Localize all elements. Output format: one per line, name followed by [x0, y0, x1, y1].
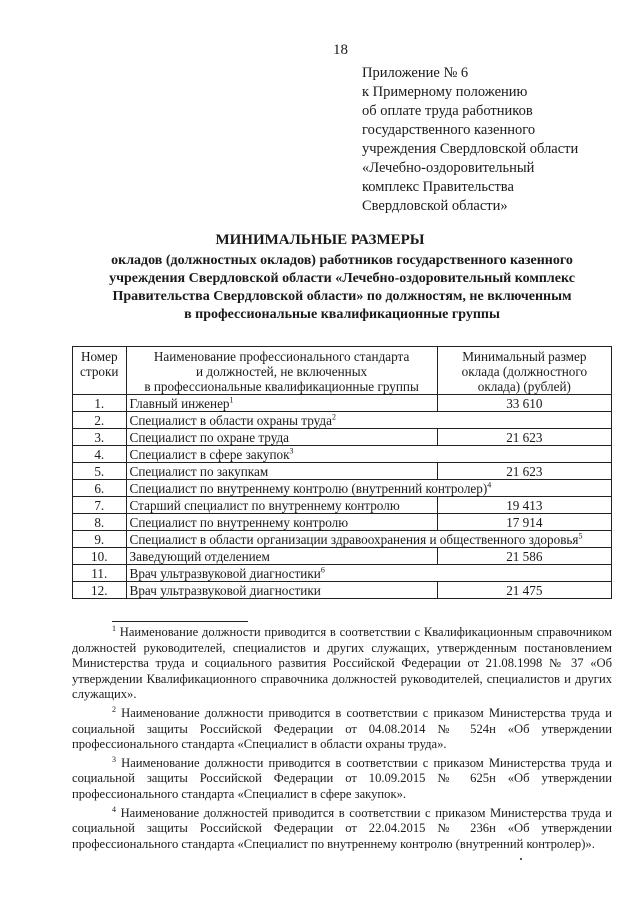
footnote-ref: 1 — [229, 395, 234, 405]
appendix-line: учреждения Свердловской области — [362, 141, 579, 157]
appendix-block — [362, 64, 578, 216]
subtitle-line: в профессиональные квалификационные группы — [184, 307, 500, 322]
table-body — [73, 395, 612, 599]
footnote-text: Наименование должности приводится в соответствии с Квалификационным справочником должностей руководителей, специалистов и других служащих, утвержденным постановлением Министерства труда и социального развития Российской Федерации от 21.08.1998 № 37 «Об утверждении Квалификационного справочника должностей руководителей, специалистов и других служащих». — [72, 625, 612, 702]
position-name: Врач ультразвуковой диагностики — [129, 566, 321, 581]
salary-value: 21 623 — [437, 463, 611, 480]
row-number: 3. — [73, 429, 127, 446]
header-row-number — [73, 347, 127, 395]
table-row — [73, 497, 612, 514]
appendix-line: комплекс Правительства — [362, 179, 514, 195]
row-number: 10. — [73, 548, 127, 565]
position-name: Врач ультразвуковой диагностики — [129, 583, 321, 598]
appendix-line: об оплате труда работников — [362, 103, 533, 119]
position-name-cell — [126, 582, 437, 599]
subtitle-line: учреждения Свердловской области «Лечебно-оздоровительный комплекс — [109, 271, 575, 286]
document-subtitle — [74, 252, 610, 324]
footnote-mark: 1 — [112, 623, 116, 633]
header-line: строки — [80, 364, 119, 379]
position-name: Специалист в сфере закупок — [129, 447, 290, 462]
position-name-cell — [126, 463, 437, 480]
page-number: 18 — [333, 42, 348, 58]
footnote-mark: 4 — [112, 804, 116, 814]
table-row — [73, 582, 612, 599]
row-number: 12. — [73, 582, 127, 599]
row-number: 6. — [73, 480, 127, 497]
salary-value: 19 413 — [437, 497, 611, 514]
salary-value: 17 914 — [437, 514, 611, 531]
footnote-text: Наименование должности приводится в соответствии с приказом Министерства труда и социальной защиты Российской Федерации от 04.08.2014 № 524н «Об утверждении профессионального стандарта «Специалист в области охраны труда». — [72, 705, 612, 752]
subtitle-line: окладов (должностных окладов) работников государственного казенного — [111, 253, 573, 268]
salary-value: 33 610 — [437, 395, 611, 412]
row-number: 11. — [73, 565, 127, 582]
footnotes — [72, 625, 612, 852]
header-line: Номер — [80, 349, 118, 364]
header-line: Минимальный размер — [462, 349, 587, 364]
table-row — [73, 565, 612, 582]
table-row — [73, 412, 612, 429]
subtitle-line: Правительства Свердловской области» по должностям, не включенным — [112, 289, 572, 304]
appendix-line: государственного казенного — [362, 122, 536, 138]
footnote — [72, 706, 612, 753]
table-row — [73, 429, 612, 446]
appendix-line: Приложение № 6 — [362, 65, 469, 81]
position-name: Специалист по внутреннему контролю — [129, 515, 349, 530]
table-row — [73, 514, 612, 531]
salary-value: 21 586 — [437, 548, 611, 565]
row-number: 1. — [73, 395, 127, 412]
salary-value: 21 475 — [437, 582, 611, 599]
row-number: 9. — [73, 531, 127, 548]
position-name-cell — [126, 565, 611, 582]
position-name: Специалист в области организации здравоохранения и общественного здоровья — [129, 532, 579, 547]
footnote-text: Наименование должностей приводится в соответствии с приказом Министерства труда и социальной защиты Российской Федерации от 22.04.2015 № 236н «Об утверждении профессионального стандарта «Специалист по внутреннему контролю (внутренний контролер)». — [72, 805, 613, 851]
position-name-cell — [126, 548, 437, 565]
header-line: оклада (должностного — [461, 364, 588, 379]
footnote-separator — [112, 621, 248, 622]
salary-value: 21 623 — [437, 429, 611, 446]
position-name: Старший специалист по внутреннему контролю — [129, 498, 400, 513]
table-row — [73, 480, 612, 497]
position-name: Специалист в области охраны труда — [129, 413, 332, 428]
document-title: МИНИМАЛЬНЫЕ РАЗМЕРЫ — [215, 232, 425, 248]
footnote — [72, 756, 612, 803]
footnote-ref: 2 — [331, 412, 336, 422]
footnote-ref: 4 — [487, 480, 492, 490]
appendix-line: Свердловской области» — [362, 198, 508, 214]
position-name-cell — [126, 412, 611, 429]
appendix-line: «Лечебно-оздоровительный — [362, 160, 535, 176]
position-name-cell — [126, 446, 611, 463]
position-name: Специалист по внутреннему контролю (внутренний контролер) — [129, 481, 488, 496]
footnote — [72, 806, 612, 853]
row-number: 2. — [73, 412, 127, 429]
footnote-mark: 2 — [112, 704, 116, 714]
footnote-ref: 6 — [320, 565, 325, 575]
table-row — [73, 463, 612, 480]
table-row — [73, 531, 612, 548]
header-min-salary — [437, 347, 611, 395]
footnote — [72, 625, 612, 703]
table-row — [73, 395, 612, 412]
footnote-ref: 5 — [578, 531, 583, 541]
position-name: Заведующий отделением — [129, 549, 270, 564]
position-name: Специалист по охране труда — [129, 430, 290, 445]
footnote-mark: 3 — [112, 754, 116, 764]
position-name: Главный инженер — [129, 396, 230, 411]
salary-table — [72, 346, 612, 599]
position-name-cell — [126, 429, 437, 446]
table-row — [73, 548, 612, 565]
header-line: и должностей, не включенных — [196, 364, 368, 379]
header-line: оклада) (рублей) — [477, 379, 571, 394]
row-number: 8. — [73, 514, 127, 531]
row-number: 7. — [73, 497, 127, 514]
table-row — [73, 446, 612, 463]
scan-speck — [520, 858, 522, 860]
position-name: Специалист по закупкам — [129, 464, 269, 479]
position-name-cell — [126, 531, 611, 548]
position-name-cell — [126, 514, 437, 531]
row-number: 5. — [73, 463, 127, 480]
table-header-row — [73, 347, 612, 395]
header-line: в профессиональные квалификационные группы — [144, 379, 419, 394]
header-position-name — [126, 347, 437, 395]
row-number: 4. — [73, 446, 127, 463]
position-name-cell — [126, 395, 437, 412]
position-name-cell — [126, 480, 611, 497]
footnote-text: Наименование должности приводится в соответствии с приказом Министерства труда и социальной защиты Российской Федерации от 10.09.2015 № 625н «Об утверждении профессионального стандарта «Специалист в сфере закупок». — [72, 755, 612, 801]
appendix-line: к Примерному положению — [362, 84, 528, 100]
position-name-cell — [126, 497, 437, 514]
header-line: Наименование профессионального стандарта — [153, 349, 410, 364]
footnote-ref: 3 — [289, 446, 294, 456]
